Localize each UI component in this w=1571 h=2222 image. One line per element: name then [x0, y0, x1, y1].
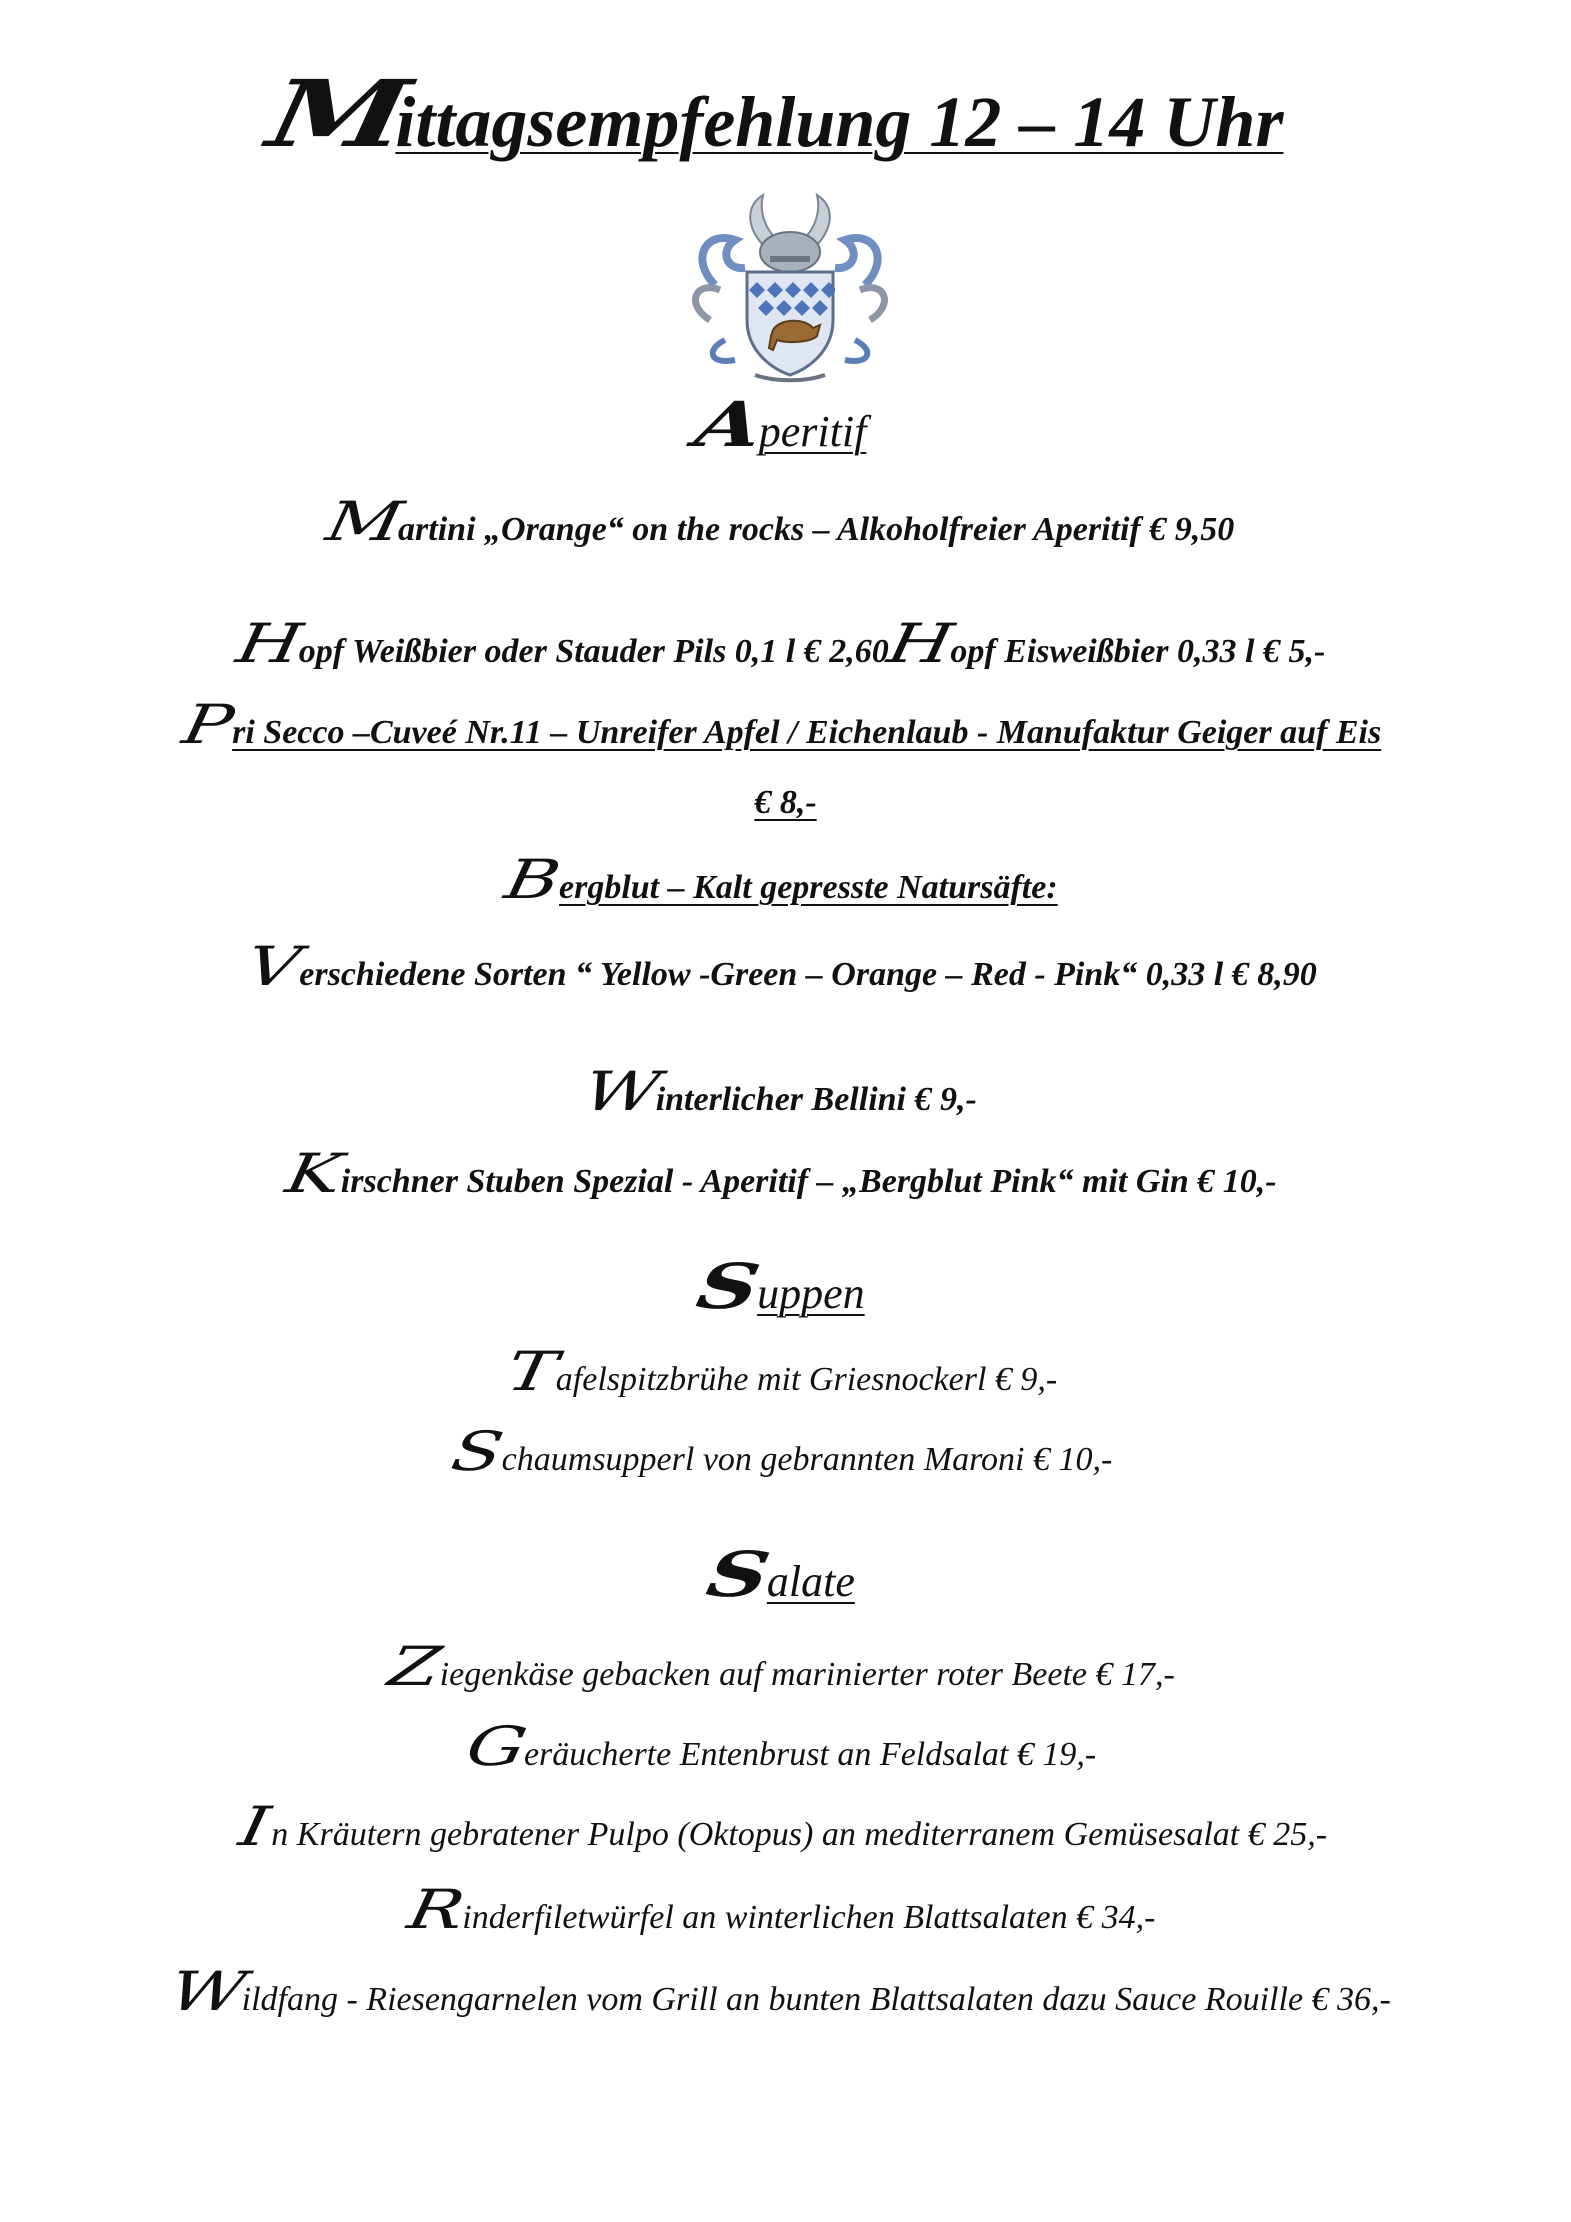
item-initial: I — [234, 1795, 276, 1858]
menu-item — [0, 490, 1571, 553]
section-heading-aperitif — [0, 388, 1571, 461]
menu-item — [0, 935, 1571, 998]
item-text: eräucherte Entenbrust an Feldsalat € 19,- — [523, 1736, 1097, 1773]
section-heading-salate — [0, 1538, 1571, 1611]
item-initial: H — [231, 612, 308, 675]
item-text: ildfang - Riesengarnelen vom Grill an bunten Blattsalaten dazu Sauce Rouille € 36,- — [241, 1981, 1391, 2018]
item-text: opf Eisweißbier 0,33 l € 5,- — [950, 633, 1326, 670]
menu-item — [0, 1420, 1571, 1483]
menu-item — [0, 1960, 1571, 2023]
section-heading-suppen — [0, 1250, 1571, 1323]
item-text: iegenkäse gebacken auf marinierter roter Beete € 17,- — [439, 1656, 1175, 1693]
heading-text: peritif — [758, 407, 867, 456]
item-text: irschner Stuben Spezial - Aperitif – „Bergblut Pink“ mit Gin € 10,- — [340, 1163, 1277, 1200]
heading-text: alate — [766, 1557, 855, 1606]
item-text: inderfiletwürfel an winterlichen Blattsalaten € 34,- — [462, 1899, 1156, 1936]
item-text: ri Secco –Cuveé Nr.11 – Unreifer Apfel / Eichenlaub - Manufaktur Geiger auf Eis — [232, 714, 1382, 751]
menu-item-price — [0, 786, 1571, 820]
item-text: ergblut – Kalt gepresste Natursäfte: — [559, 869, 1058, 906]
coat-of-arms-crest-icon — [685, 190, 895, 385]
menu-item — [0, 1340, 1571, 1403]
item-initial: Z — [383, 1635, 447, 1698]
menu-item — [0, 1795, 1571, 1858]
heading-initial: S — [691, 1250, 766, 1323]
item-text: artini „Orange“ on the rocks – Alkoholfreier Aperitif € 9,50 — [398, 511, 1235, 548]
menu-item — [0, 1715, 1571, 1778]
title-text: ittagsempfehlung 12 – 14 Uhr — [395, 82, 1284, 162]
item-initial: G — [461, 1715, 532, 1778]
item-initial: M — [321, 490, 408, 553]
item-initial: S — [446, 1420, 509, 1483]
menu-item — [0, 1142, 1571, 1205]
item-initial: W — [578, 1060, 666, 1123]
item-initial: V — [241, 935, 307, 998]
menu-subheading — [0, 848, 1571, 911]
item-initial: K — [281, 1142, 348, 1205]
item-initial: B — [500, 848, 566, 911]
item-text: erschiedene Sorten “ Yellow -Green – Orange – Red - Pink“ 0,33 l € 8,90 — [299, 956, 1317, 993]
item-text: opf Weißbier oder Stauder Pils 0,1 l € 2,60 — [298, 633, 898, 670]
item-initial: P — [177, 693, 239, 756]
item-text: € 8,- — [754, 784, 817, 821]
item-initial: H — [883, 612, 959, 675]
menu-item — [0, 1878, 1571, 1941]
heading-text: uppen — [757, 1269, 865, 1318]
heading-initial: S — [701, 1538, 776, 1611]
title-initial: M — [259, 60, 418, 168]
menu-item — [0, 1635, 1571, 1698]
menu-item — [0, 1060, 1571, 1123]
item-text: n Kräutern gebratener Pulpo (Oktopus) an mediterranem Gemüsesalat € 25,- — [271, 1816, 1328, 1853]
item-initial: T — [501, 1340, 563, 1403]
item-text: afelspitzbrühe mit Griesnockerl € 9,- — [555, 1361, 1058, 1398]
item-initial: R — [402, 1878, 470, 1941]
menu-item — [0, 693, 1571, 756]
heading-initial: A — [689, 388, 769, 461]
page-title — [0, 60, 1571, 168]
item-text: interlicher Bellini € 9,- — [655, 1081, 977, 1118]
item-text: chaumsupperl von gebrannten Maroni € 10,- — [501, 1441, 1113, 1478]
menu-item — [0, 612, 1571, 675]
item-initial: W — [164, 1960, 252, 2023]
